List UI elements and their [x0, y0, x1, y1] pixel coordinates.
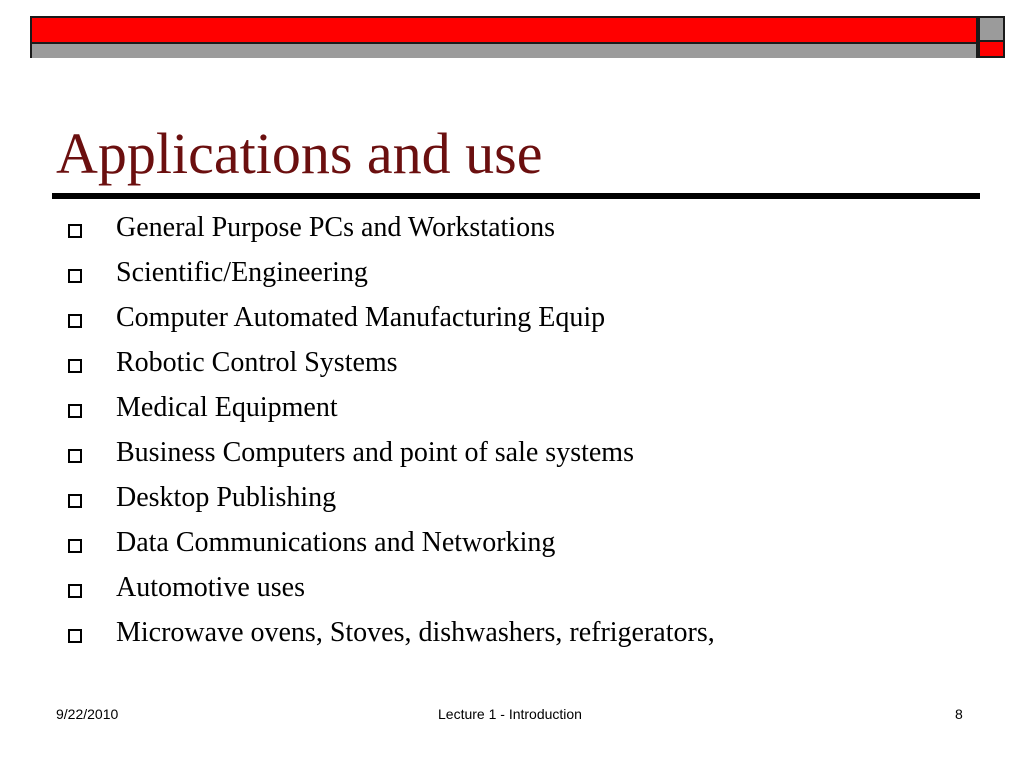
bullet-item — [66, 343, 715, 388]
bullet-item — [66, 568, 715, 613]
bullet-text: Business Computers and point of sale systems — [116, 437, 634, 468]
footer-lecture-title: Lecture 1 - Introduction — [438, 706, 582, 722]
bullet-item — [66, 478, 715, 523]
top-band-gray-strip — [32, 42, 976, 58]
hollow-square-bullet-icon — [68, 224, 82, 238]
bullet-text: Automotive uses — [116, 572, 305, 603]
hollow-square-bullet-icon — [68, 449, 82, 463]
hollow-square-bullet-icon — [68, 494, 82, 508]
bullet-text: General Purpose PCs and Workstations — [116, 212, 555, 243]
top-decorative-band — [30, 16, 978, 58]
bullet-item — [66, 523, 715, 568]
bullet-item — [66, 613, 715, 658]
hollow-square-bullet-icon — [68, 584, 82, 598]
bullet-item — [66, 388, 715, 433]
bullet-text: Scientific/Engineering — [116, 257, 368, 288]
corner-block-red — [978, 42, 1005, 58]
hollow-square-bullet-icon — [68, 269, 82, 283]
hollow-square-bullet-icon — [68, 629, 82, 643]
hollow-square-bullet-icon — [68, 359, 82, 373]
title-underline-rule — [52, 193, 980, 199]
bullet-item — [66, 298, 715, 343]
slide-title: Applications and use — [56, 121, 543, 186]
hollow-square-bullet-icon — [68, 314, 82, 328]
hollow-square-bullet-icon — [68, 539, 82, 553]
footer-date: 9/22/2010 — [56, 706, 119, 722]
bullet-text: Computer Automated Manufacturing Equip — [116, 302, 606, 333]
bullet-text: Medical Equipment — [116, 392, 338, 423]
hollow-square-bullet-icon — [68, 404, 82, 418]
bullet-item — [66, 433, 715, 478]
bullet-text: Microwave ovens, Stoves, dishwashers, refrigerators, — [116, 617, 715, 648]
bullet-item — [66, 253, 715, 298]
bullet-text: Robotic Control Systems — [116, 347, 398, 378]
bullet-list — [66, 208, 715, 658]
corner-block-gray — [978, 16, 1005, 42]
top-corner-block — [978, 16, 1005, 58]
bullet-text: Data Communications and Networking — [116, 527, 556, 558]
bullet-text: Desktop Publishing — [116, 482, 337, 513]
footer-page-number: 8 — [955, 706, 963, 722]
bullet-item — [66, 208, 715, 253]
